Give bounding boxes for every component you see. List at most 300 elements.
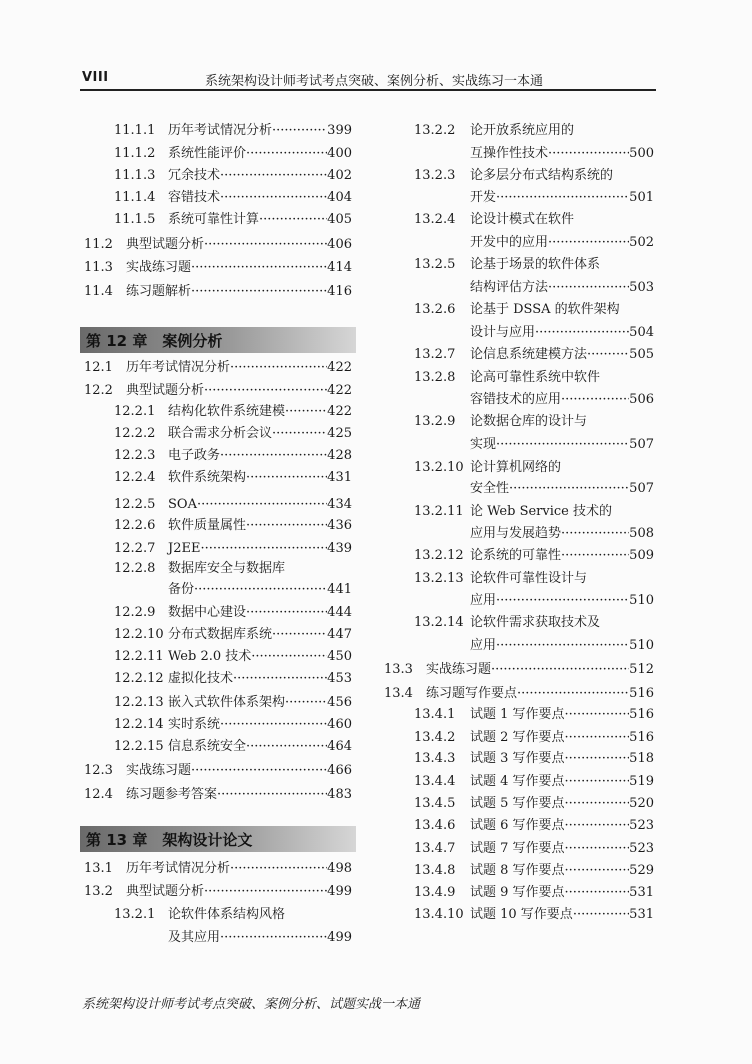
- toc-entry: [114, 403, 352, 421]
- toc-entry-number: 13.4.10: [414, 907, 464, 922]
- toc-entry-page: 431: [327, 470, 352, 485]
- toc-entry: [114, 738, 352, 756]
- toc-entry: [414, 211, 654, 229]
- toc-leader-dots: [246, 517, 327, 535]
- toc-entry: [414, 459, 654, 477]
- toc-entry-title: 试题 9 写作要点: [470, 885, 565, 900]
- toc-leader-dots: [561, 391, 629, 409]
- toc-entry-title: 练习题参考答案: [126, 787, 218, 802]
- toc-entry-title: 虚拟化技术: [168, 671, 234, 686]
- toc-entry-page: 506: [629, 392, 654, 407]
- toc-entry-title: 实战练习题: [126, 260, 192, 275]
- toc-leader-dots: [565, 750, 630, 768]
- toc-leader-dots: [246, 604, 327, 622]
- toc-leader-dots: [496, 189, 629, 207]
- toc-entry-title: 试题 3 写作要点: [470, 751, 565, 766]
- toc-leader-dots: [246, 469, 327, 487]
- chapter-13-label: 第 13 章 架构设计论文: [86, 830, 253, 849]
- toc-entry-title: 电子政务: [168, 448, 221, 463]
- toc-entry: [114, 211, 352, 229]
- toc-entry: [414, 346, 654, 364]
- toc-entry-page: 505: [629, 347, 654, 362]
- toc-entry-number: 13.4.9: [414, 885, 456, 900]
- toc-entry-number: 13.4.1: [414, 707, 456, 722]
- toc-entry-page: 414: [327, 260, 352, 275]
- toc-entry: [114, 670, 352, 688]
- toc-leader-dots: [220, 716, 327, 734]
- toc-entry-title: 应用与发展趋势: [470, 526, 562, 541]
- toc-entry: [114, 189, 352, 207]
- toc-entry-number: 13.2.4: [414, 212, 456, 227]
- toc-entry: [114, 496, 352, 514]
- toc-entry-title: 论基于 DSSA 的软件架构: [470, 302, 620, 317]
- toc-entry-title: 论软件体系结构风格: [168, 907, 286, 922]
- toc-entry-page: 531: [629, 885, 654, 900]
- toc-entry-continuation: [470, 279, 654, 297]
- toc-entry-page: 520: [629, 796, 654, 811]
- toc-entry-page: 516: [629, 730, 654, 745]
- toc-entry-number: 13.4.2: [414, 730, 456, 745]
- toc-entry-number: 12.2.6: [114, 518, 156, 533]
- toc-entry-number: 12.2: [84, 383, 113, 398]
- toc-leader-dots: [204, 236, 327, 254]
- toc-entry: [414, 167, 654, 185]
- toc-entry-title: 分布式数据库系统: [168, 627, 273, 642]
- toc-entry-title: 论信息系统建模方法: [470, 347, 588, 362]
- toc-entry-number: 11.1.1: [114, 123, 156, 138]
- toc-entry-title: 实现: [470, 437, 497, 452]
- toc-entry-page: 502: [629, 235, 654, 250]
- toc-entry-number: 13.4.6: [414, 818, 456, 833]
- toc-entry-title: 典型试题分析: [126, 383, 205, 398]
- toc-entry: [414, 570, 654, 588]
- toc-entry-title: 信息系统安全: [168, 739, 247, 754]
- toc-entry: [114, 122, 352, 140]
- toc-leader-dots: [272, 626, 327, 644]
- toc-entry-title: 实战练习题: [126, 763, 192, 778]
- toc-entry-continuation: [168, 929, 352, 947]
- toc-entry-title: 数据库安全与数据库: [168, 561, 286, 576]
- toc-entry-page: 508: [629, 526, 654, 541]
- toc-entry-number: 12.2.7: [114, 541, 156, 556]
- toc-entry-number: 12.4: [84, 787, 113, 802]
- toc-entry-page: 447: [327, 627, 352, 642]
- toc-entry-page: 499: [327, 884, 352, 899]
- toc-entry-title: 论基于场景的软件体系: [470, 257, 601, 272]
- toc-leader-dots: [200, 540, 327, 558]
- toc-entry-title: 容错技术: [168, 190, 221, 205]
- toc-entry-page: 507: [629, 481, 654, 496]
- toc-entry: [114, 716, 352, 734]
- toc-leader-dots: [565, 795, 630, 813]
- toc-entry-title: 论设计模式在软件: [470, 212, 575, 227]
- toc-entry-title: 实时系统: [168, 717, 221, 732]
- toc-leader-dots: [496, 436, 629, 454]
- running-title: 系统架构设计师考试考点突破、案例分析、实战练习一本通: [205, 74, 544, 89]
- toc-entry-number: 13.2.5: [414, 257, 456, 272]
- toc-leader-dots: [548, 279, 629, 297]
- toc-leader-dots: [573, 906, 629, 924]
- toc-leader-dots: [204, 883, 327, 901]
- toc-entry-number: 11.1.4: [114, 190, 156, 205]
- toc-leader-dots: [565, 773, 630, 791]
- toc-entry-number: 12.2.13: [114, 695, 164, 710]
- toc-entry-number: 13.3: [384, 662, 413, 677]
- toc-entry-page: 512: [629, 662, 654, 677]
- toc-leader-dots: [565, 862, 630, 880]
- toc-leader-dots: [561, 525, 629, 543]
- toc-entry-title: 开发: [470, 190, 497, 205]
- toc-entry-number: 13.2.13: [414, 571, 464, 586]
- toc-entry-title: 开发中的应用: [470, 235, 549, 250]
- toc-entry-page: 425: [327, 426, 352, 441]
- toc-entry: [84, 259, 352, 277]
- toc-entry-title: Web 2.0 技术: [168, 649, 252, 664]
- toc-entry: [414, 503, 654, 521]
- toc-entry-page: 402: [327, 168, 352, 183]
- toc-entry-title: 嵌入式软件体系架构: [168, 695, 286, 710]
- toc-leader-dots: [246, 145, 327, 163]
- toc-entry-title: 论 Web Service 技术的: [470, 504, 613, 519]
- toc-leader-dots: [509, 480, 629, 498]
- toc-entry-title: 练习题解析: [126, 284, 192, 299]
- toc-entry: [414, 773, 654, 791]
- toc-leader-dots: [251, 648, 327, 666]
- toc-entry-title: 容错技术的应用: [470, 392, 562, 407]
- toc-leader-dots: [565, 884, 630, 902]
- toc-leader-dots: [565, 840, 630, 858]
- toc-entry-page: 436: [327, 518, 352, 533]
- toc-entry: [84, 860, 352, 878]
- toc-entry: [414, 817, 654, 835]
- toc-entry-title: 试题 1 写作要点: [470, 707, 565, 722]
- toc-entry: [114, 447, 352, 465]
- toc-entry-page: 439: [327, 541, 352, 556]
- toc-entry: [414, 369, 654, 387]
- toc-entry-continuation: [470, 525, 654, 543]
- toc-entry-title: 论系统的可靠性: [470, 548, 562, 563]
- toc-entry-title: 论数据仓库的设计与: [470, 414, 588, 429]
- toc-entry-title: 试题 7 写作要点: [470, 841, 565, 856]
- toc-entry-number: 11.1.2: [114, 146, 156, 161]
- toc-entry-title: 历年考试情况分析: [126, 861, 231, 876]
- toc-entry: [114, 694, 352, 712]
- toc-leader-dots: [272, 122, 327, 140]
- toc-entry-number: 13.2.8: [414, 370, 456, 385]
- toc-entry-number: 13.4.8: [414, 863, 456, 878]
- toc-leader-dots: [565, 817, 630, 835]
- toc-entry-number: 13.2: [84, 884, 113, 899]
- toc-entry-page: 422: [327, 404, 352, 419]
- toc-leader-dots: [548, 145, 629, 163]
- toc-entry-number: 11.2: [84, 237, 113, 252]
- toc-entry: [414, 256, 654, 274]
- toc-entry-number: 12.2.5: [114, 497, 156, 512]
- toc-entry-number: 13.2.2: [414, 123, 456, 138]
- toc-entry-title: 实战练习题: [426, 662, 492, 677]
- toc-entry-page: 516: [629, 686, 654, 701]
- toc-entry-title: 历年考试情况分析: [126, 360, 231, 375]
- toc-entry-number: 12.3: [84, 763, 113, 778]
- toc-entry-title: 试题 6 写作要点: [470, 818, 565, 833]
- toc-entry-number: 12.2.12: [114, 671, 164, 686]
- toc-entry-page: 519: [629, 774, 654, 789]
- toc-entry-title: 典型试题分析: [126, 884, 205, 899]
- toc-entry-continuation: [470, 637, 654, 655]
- toc-entry-page: 428: [327, 448, 352, 463]
- toc-entry: [384, 661, 654, 679]
- toc-entry-number: 13.2.11: [414, 504, 464, 519]
- toc-entry-number: 13.4.3: [414, 751, 456, 766]
- toc-entry-page: 441: [327, 582, 352, 597]
- toc-entry-page: 399: [327, 123, 352, 138]
- toc-entry-number: 13.2.1: [114, 907, 156, 922]
- toc-entry-number: 12.2.9: [114, 605, 156, 620]
- chapter-12-heading: [80, 327, 356, 353]
- toc-entry-continuation: [470, 324, 654, 342]
- toc-entry-page: 483: [327, 787, 352, 802]
- toc-entry-page: 400: [327, 146, 352, 161]
- toc-entry-page: 501: [629, 190, 654, 205]
- toc-entry-page: 460: [327, 717, 352, 732]
- toc-entry-number: 12.2.4: [114, 470, 156, 485]
- toc-entry: [114, 517, 352, 535]
- toc-entry-title: 试题 10 写作要点: [470, 907, 573, 922]
- toc-entry-number: 13.2.12: [414, 548, 464, 563]
- toc-entry-page: 523: [629, 841, 654, 856]
- toc-entry-number: 12.2.11: [114, 649, 164, 664]
- toc-leader-dots: [220, 447, 327, 465]
- toc-leader-dots: [535, 324, 629, 342]
- toc-entry: [114, 145, 352, 163]
- toc-entry: [84, 762, 352, 780]
- toc-entry-page: 504: [629, 325, 654, 340]
- toc-entry-page: 531: [629, 907, 654, 922]
- toc-entry-title: 软件质量属性: [168, 518, 247, 533]
- toc-entry-page: 453: [327, 671, 352, 686]
- toc-entry: [114, 425, 352, 443]
- toc-entry-continuation: [470, 145, 654, 163]
- toc-entry-number: 12.2.2: [114, 426, 156, 441]
- toc-entry-number: 13.4.7: [414, 841, 456, 856]
- page-number: VIII: [82, 70, 109, 85]
- toc-entry-continuation: [470, 592, 654, 610]
- toc-entry-title: 论软件需求获取技术及: [470, 615, 601, 630]
- toc-entry-title: 练习题写作要点: [426, 686, 518, 701]
- toc-entry-page: 503: [629, 280, 654, 295]
- toc-entry-title: 结构评估方法: [470, 280, 549, 295]
- toc-entry-title: 数据中心建设: [168, 605, 247, 620]
- toc-entry: [414, 840, 654, 858]
- chapter-12-label: 第 12 章 案例分析: [86, 331, 223, 350]
- toc-entry-page: 498: [327, 861, 352, 876]
- toc-leader-dots: [204, 382, 327, 400]
- toc-entry-page: 434: [327, 497, 352, 512]
- toc-entry-title: 设计与应用: [470, 325, 536, 340]
- toc-leader-dots: [220, 167, 327, 185]
- toc-leader-dots: [233, 670, 327, 688]
- toc-entry: [84, 236, 352, 254]
- toc-entry-number: 11.4: [84, 284, 113, 299]
- toc-entry-title: 试题 4 写作要点: [470, 774, 565, 789]
- toc-entry: [84, 283, 352, 301]
- toc-entry-page: 422: [327, 360, 352, 375]
- toc-entry: [114, 540, 352, 558]
- toc-entry: [414, 122, 654, 140]
- toc-entry-title: 论软件可靠性设计与: [470, 571, 588, 586]
- toc-entry-page: 509: [629, 548, 654, 563]
- toc-entry-title: J2EE: [168, 541, 201, 556]
- toc-entry-page: 510: [629, 593, 654, 608]
- toc-leader-dots: [587, 346, 629, 364]
- toc-entry: [414, 547, 654, 565]
- toc-entry-continuation: [168, 581, 352, 599]
- toc-entry-title: 试题 8 写作要点: [470, 863, 565, 878]
- toc-entry-title: 试题 5 写作要点: [470, 796, 565, 811]
- toc-entry: [114, 626, 352, 644]
- toc-entry-number: 13.4.5: [414, 796, 456, 811]
- toc-entry-page: 529: [629, 863, 654, 878]
- toc-entry-number: 11.3: [84, 260, 113, 275]
- toc-entry-continuation: [470, 391, 654, 409]
- toc-entry-title: 安全性: [470, 481, 510, 496]
- toc-entry-title: 备份: [168, 582, 195, 597]
- toc-entry-continuation: [470, 189, 654, 207]
- toc-leader-dots: [561, 547, 629, 565]
- toc-entry-title: 典型试题分析: [126, 237, 205, 252]
- toc-leader-dots: [259, 211, 327, 229]
- toc-entry: [114, 648, 352, 666]
- toc-leader-dots: [285, 403, 327, 421]
- toc-entry-number: 12.2.8: [114, 561, 156, 576]
- chapter-13-heading: [80, 826, 356, 852]
- toc-entry-number: 11.1.5: [114, 212, 156, 227]
- toc-entry-title: SOA: [168, 497, 197, 512]
- toc-entry-title: 软件系统架构: [168, 470, 247, 485]
- toc-entry-number: 13.4.4: [414, 774, 456, 789]
- toc-entry-title: 应用: [470, 593, 497, 608]
- toc-leader-dots: [548, 234, 629, 252]
- toc-entry-title: 试题 2 写作要点: [470, 730, 565, 745]
- toc-entry-title: 历年考试情况分析: [168, 123, 273, 138]
- toc-leader-dots: [496, 637, 629, 655]
- toc-entry-continuation: [470, 234, 654, 252]
- toc-entry-number: 11.1.3: [114, 168, 156, 183]
- toc-entry-number: 13.2.10: [414, 460, 464, 475]
- toc-entry-number: 13.2.3: [414, 168, 456, 183]
- toc-entry-page: 456: [327, 695, 352, 710]
- toc-entry: [384, 685, 654, 703]
- toc-leader-dots: [191, 259, 327, 277]
- toc-entry-title: 系统可靠性计算: [168, 212, 260, 227]
- toc-entry-number: 13.2.14: [414, 615, 464, 630]
- toc-entry: [114, 167, 352, 185]
- toc-entry-title: 及其应用: [168, 930, 221, 945]
- toc-leader-dots: [230, 860, 327, 878]
- toc-entry: [414, 884, 654, 902]
- toc-entry-page: 416: [327, 284, 352, 299]
- toc-entry: [114, 469, 352, 487]
- toc-entry-title: 论多层分布式结构系统的: [470, 168, 614, 183]
- toc-entry: [414, 750, 654, 768]
- toc-entry-page: 404: [327, 190, 352, 205]
- toc-entry-page: 406: [327, 237, 352, 252]
- toc-entry: [114, 560, 352, 578]
- toc-entry-page: 510: [629, 638, 654, 653]
- toc-leader-dots: [217, 786, 327, 804]
- toc-entry-title: 互操作性技术: [470, 146, 549, 161]
- toc-leader-dots: [194, 581, 327, 599]
- toc-leader-dots: [220, 929, 327, 947]
- toc-leader-dots: [220, 189, 327, 207]
- toc-leader-dots: [517, 685, 629, 703]
- toc-entry-page: 466: [327, 763, 352, 778]
- toc-entry-title: 结构化软件系统建模: [168, 404, 286, 419]
- toc-entry: [114, 906, 352, 924]
- toc-entry: [414, 906, 654, 924]
- toc-entry: [414, 862, 654, 880]
- toc-entry: [414, 614, 654, 632]
- toc-entry: [414, 795, 654, 813]
- toc-entry-title: 系统性能评价: [168, 146, 247, 161]
- header-rule: [80, 89, 656, 91]
- toc-leader-dots: [191, 762, 327, 780]
- toc-entry-page: 518: [629, 751, 654, 766]
- toc-leader-dots: [272, 425, 327, 443]
- toc-entry-number: 12.2.10: [114, 627, 164, 642]
- toc-entry-number: 13.1: [84, 861, 113, 876]
- toc-entry-page: 464: [327, 739, 352, 754]
- toc-entry-continuation: [470, 480, 654, 498]
- toc-entry-continuation: [470, 436, 654, 454]
- toc-entry-number: 12.2.1: [114, 404, 156, 419]
- toc-entry-page: 516: [629, 707, 654, 722]
- toc-entry-page: 444: [327, 605, 352, 620]
- toc-entry-number: 13.2.6: [414, 302, 456, 317]
- toc-entry-number: 12.1: [84, 360, 113, 375]
- toc-entry: [84, 786, 352, 804]
- toc-entry: [84, 359, 352, 377]
- toc-entry-title: 论高可靠性系统中软件: [470, 370, 601, 385]
- toc-entry-title: 论计算机网络的: [470, 460, 562, 475]
- toc-leader-dots: [230, 359, 327, 377]
- toc-entry-number: 12.2.14: [114, 717, 164, 732]
- toc-leader-dots: [246, 738, 327, 756]
- toc-entry-number: 12.2.15: [114, 739, 164, 754]
- toc-entry-title: 联合需求分析会议: [168, 426, 273, 441]
- toc-entry: [84, 883, 352, 901]
- toc-entry-page: 405: [327, 212, 352, 227]
- page-footer: 系统架构设计师考试考点突破、案例分析、试题实战一本通: [82, 997, 421, 1012]
- toc-leader-dots: [285, 694, 327, 712]
- toc-entry-number: 13.2.7: [414, 347, 456, 362]
- toc-entry-title: 应用: [470, 638, 497, 653]
- toc-entry-page: 523: [629, 818, 654, 833]
- toc-leader-dots: [565, 729, 630, 747]
- toc-entry-page: 499: [327, 930, 352, 945]
- toc-leader-dots: [496, 592, 629, 610]
- toc-entry: [414, 301, 654, 319]
- toc-entry-page: 450: [327, 649, 352, 664]
- toc-entry-title: 论开放系统应用的: [470, 123, 575, 138]
- toc-entry-number: 13.4: [384, 686, 413, 701]
- toc-entry: [414, 413, 654, 431]
- toc-entry: [84, 382, 352, 400]
- toc-leader-dots: [491, 661, 629, 679]
- toc-entry-page: 500: [629, 146, 654, 161]
- toc-entry-page: 507: [629, 437, 654, 452]
- toc-leader-dots: [197, 496, 327, 514]
